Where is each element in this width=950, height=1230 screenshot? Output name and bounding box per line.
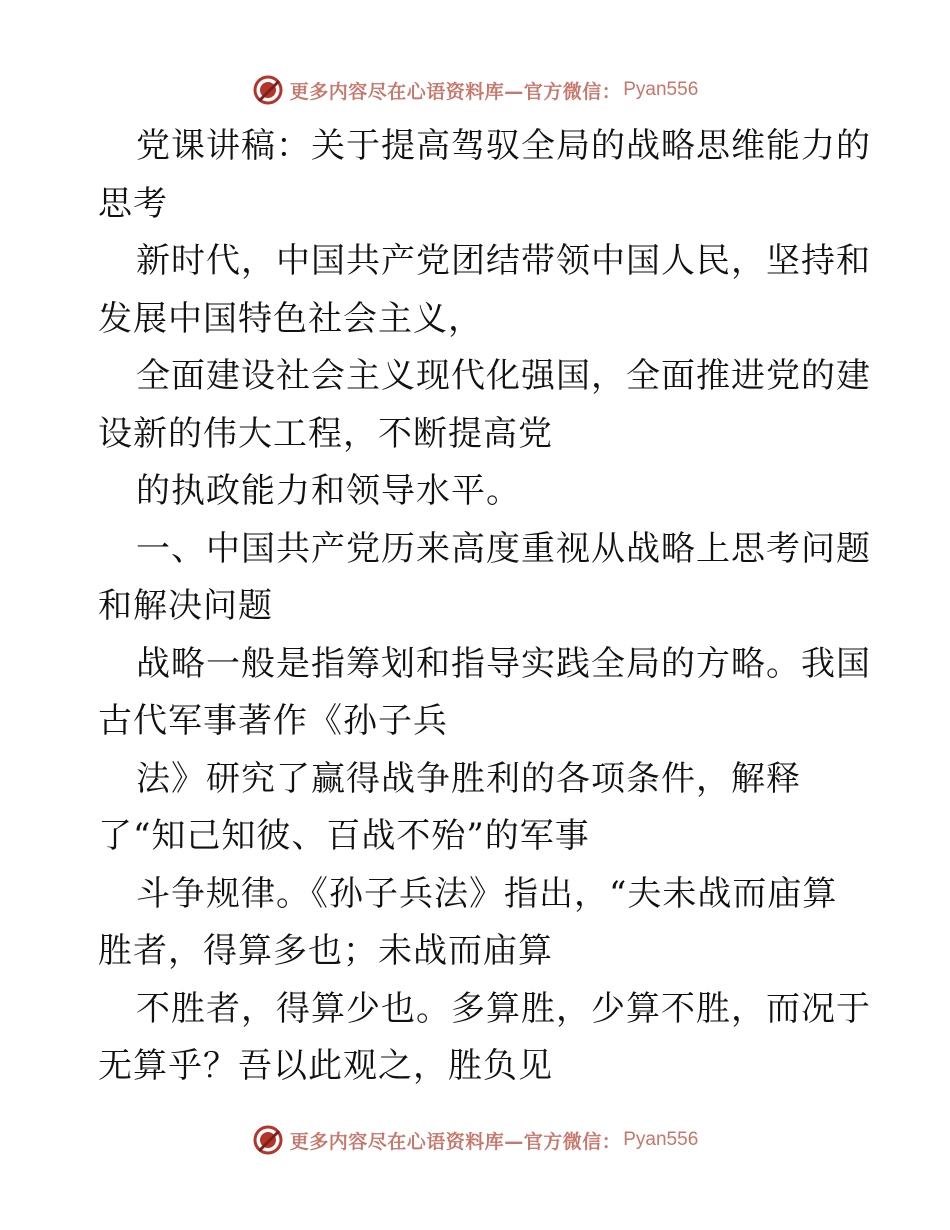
paragraph-line: 胜者，得算多也；未战而庙算	[98, 931, 553, 971]
paragraph-line: 发展中国特色社会主义，	[98, 298, 483, 339]
watermark-text: 更多内容尽在心语资料库—官方微信：	[289, 1130, 622, 1153]
paragraph-line: 新时代，中国共产党团结带领中国人民，坚持和	[136, 241, 871, 281]
paragraph-line: 的执政能力和领导水平。	[136, 471, 521, 511]
watermark-handle: Pyan556	[623, 1129, 699, 1150]
title-line: 思考	[98, 183, 168, 224]
pen-logo-icon	[252, 1124, 284, 1156]
section-heading: 一、中国共产党历来高度重视从战略上思考问题	[136, 528, 871, 569]
watermark-text: 更多内容尽在心语资料库—官方微信：	[289, 80, 622, 103]
paragraph-line: 无算乎？吾以此观之，胜负见	[98, 1046, 553, 1086]
paragraph-line: 设新的伟大工程，不断提高党	[98, 413, 553, 454]
paragraph-line: 古代军事著作《孙子兵	[98, 701, 448, 741]
footer-watermark	[0, 1120, 950, 1160]
paragraph-line: 全面建设社会主义现代化强国，全面推进党的建	[136, 356, 871, 396]
section-heading: 和解决问题	[98, 586, 273, 626]
document-body	[98, 118, 871, 1096]
paragraph-line: 战略一般是指筹划和指导实践全局的方略。我国	[136, 643, 871, 684]
paragraph-line: 了“知己知彼、百战不殆”的军事	[98, 816, 590, 856]
pen-logo-icon	[252, 74, 284, 106]
paragraph-line: 不胜者，得算少也。多算胜，少算不胜，而况于	[136, 988, 871, 1029]
paragraph-line: 斗争规律。《孙子兵法》指出，“夫未战而庙算	[136, 873, 838, 914]
watermark-handle: Pyan556	[623, 79, 699, 100]
title-line: 党课讲稿：关于提高驾驭全局的战略思维能力的	[136, 126, 871, 166]
paragraph-line: 法》研究了赢得战争胜利的各项条件，解释	[136, 758, 801, 799]
header-watermark	[0, 70, 950, 110]
